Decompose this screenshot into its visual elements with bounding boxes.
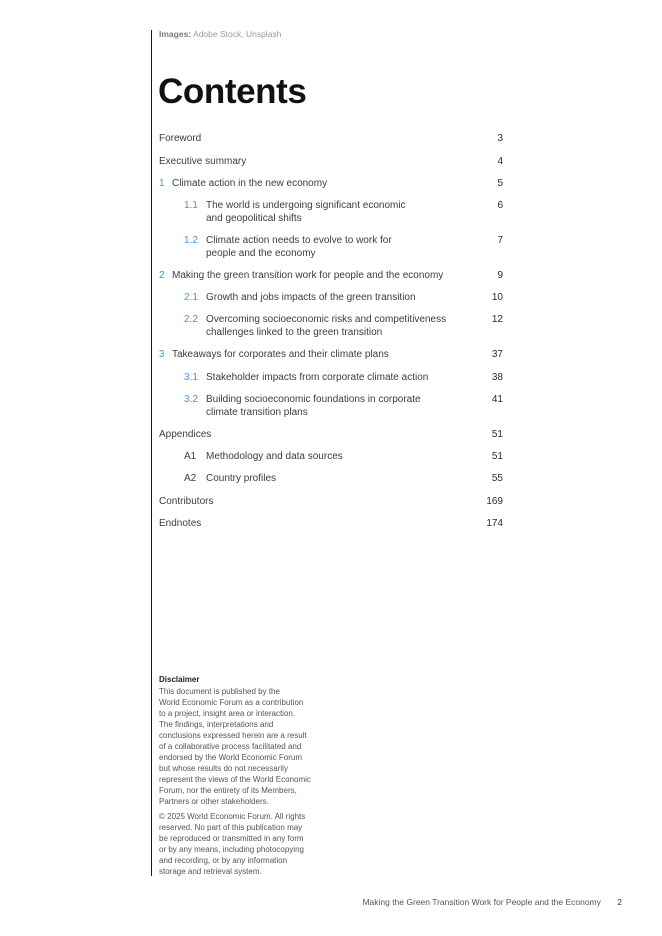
toc-label: Foreword bbox=[159, 133, 202, 144]
toc-page-number: 55 bbox=[491, 473, 503, 484]
page-footer bbox=[362, 897, 622, 907]
toc-section-number: 3 bbox=[159, 349, 165, 360]
toc-page-number: 9 bbox=[497, 270, 503, 281]
copyright-notice: © 2025 World Economic Forum. All rights reserved. No part of this publication may be reproduced or transmitted in any form or by any means, including photocopying and recording, or by any information storage and retrieval system. bbox=[159, 812, 306, 876]
toc-label: Takeaways for corporates and their climate plans bbox=[172, 349, 389, 360]
toc-label: Country profiles bbox=[206, 473, 277, 484]
disclaimer-body: This document is published by the World Economic Forum as a contribution to a project, insight area or interaction. The findings, interpretations and conclusions expressed herein are a result of a collaborative process facilitated and endorsed by the World Economic Forum but whose results do not necessarily represent the views of the World Economic Forum, nor the entirety of its Members, Partners or other stakeholders. bbox=[159, 687, 311, 806]
toc-label: Building socioeconomic foundations in corporate climate transition plans bbox=[206, 394, 421, 418]
toc-label: Overcoming socioeconomic risks and competitiveness challenges linked to the green transition bbox=[206, 314, 447, 338]
credits-label: Images: bbox=[159, 29, 192, 39]
toc-page-number: 6 bbox=[497, 200, 503, 211]
toc-page-number: 10 bbox=[491, 292, 503, 303]
disclaimer-heading: Disclaimer bbox=[159, 675, 200, 684]
toc-page-number: 5 bbox=[497, 178, 503, 189]
footer-document-title: Making the Green Transition Work for People and the Economy bbox=[362, 897, 601, 907]
toc-section-number: 2.1 bbox=[184, 292, 198, 303]
toc-label: Contributors bbox=[159, 496, 214, 507]
toc-page-number: 174 bbox=[486, 518, 503, 529]
toc-page-number: 7 bbox=[497, 235, 503, 246]
toc-section-number: 1.1 bbox=[184, 200, 198, 211]
toc-label: Stakeholder impacts from corporate climate action bbox=[206, 372, 429, 383]
page-title: Contents bbox=[158, 72, 307, 111]
credits-text: Adobe Stock, Unsplash bbox=[193, 29, 282, 39]
toc-page-number: 51 bbox=[491, 451, 503, 462]
toc-page-number: 3 bbox=[497, 133, 503, 144]
toc-page-number: 37 bbox=[491, 349, 503, 360]
toc-label: Making the green transition work for people and the economy bbox=[172, 270, 444, 281]
toc-section-number: 1 bbox=[159, 178, 165, 189]
left-margin-rule bbox=[151, 30, 152, 876]
toc-page-number: 51 bbox=[491, 429, 503, 440]
toc-page-number: 4 bbox=[497, 156, 503, 167]
toc-section-number: 1.2 bbox=[184, 235, 198, 246]
toc-section-number: 3.2 bbox=[184, 394, 198, 405]
toc-label: Appendices bbox=[159, 429, 212, 440]
toc-section-number: 2 bbox=[159, 270, 165, 281]
toc-page-number: 41 bbox=[491, 394, 503, 405]
toc-section-number: 2.2 bbox=[184, 314, 198, 325]
toc-section-number: 3.1 bbox=[184, 372, 198, 383]
toc-label: The world is undergoing significant economic and geopolitical shifts bbox=[206, 200, 406, 224]
disclaimer bbox=[159, 674, 319, 881]
toc-label: Growth and jobs impacts of the green transition bbox=[206, 292, 416, 303]
toc-label: Climate action in the new economy bbox=[172, 178, 328, 189]
toc-page-number: 169 bbox=[486, 496, 503, 507]
image-credits bbox=[159, 29, 281, 39]
toc-page-number: 12 bbox=[491, 314, 503, 325]
toc-label: Climate action needs to evolve to work for people and the economy bbox=[206, 235, 392, 259]
toc-label: Endnotes bbox=[159, 518, 202, 529]
toc-section-number: A1 bbox=[184, 451, 197, 462]
toc-section-number: A2 bbox=[184, 473, 197, 484]
toc-page-number: 38 bbox=[491, 372, 503, 383]
toc-label: Methodology and data sources bbox=[206, 451, 343, 462]
toc-label: Executive summary bbox=[159, 156, 247, 167]
footer-page-number: 2 bbox=[617, 897, 622, 907]
